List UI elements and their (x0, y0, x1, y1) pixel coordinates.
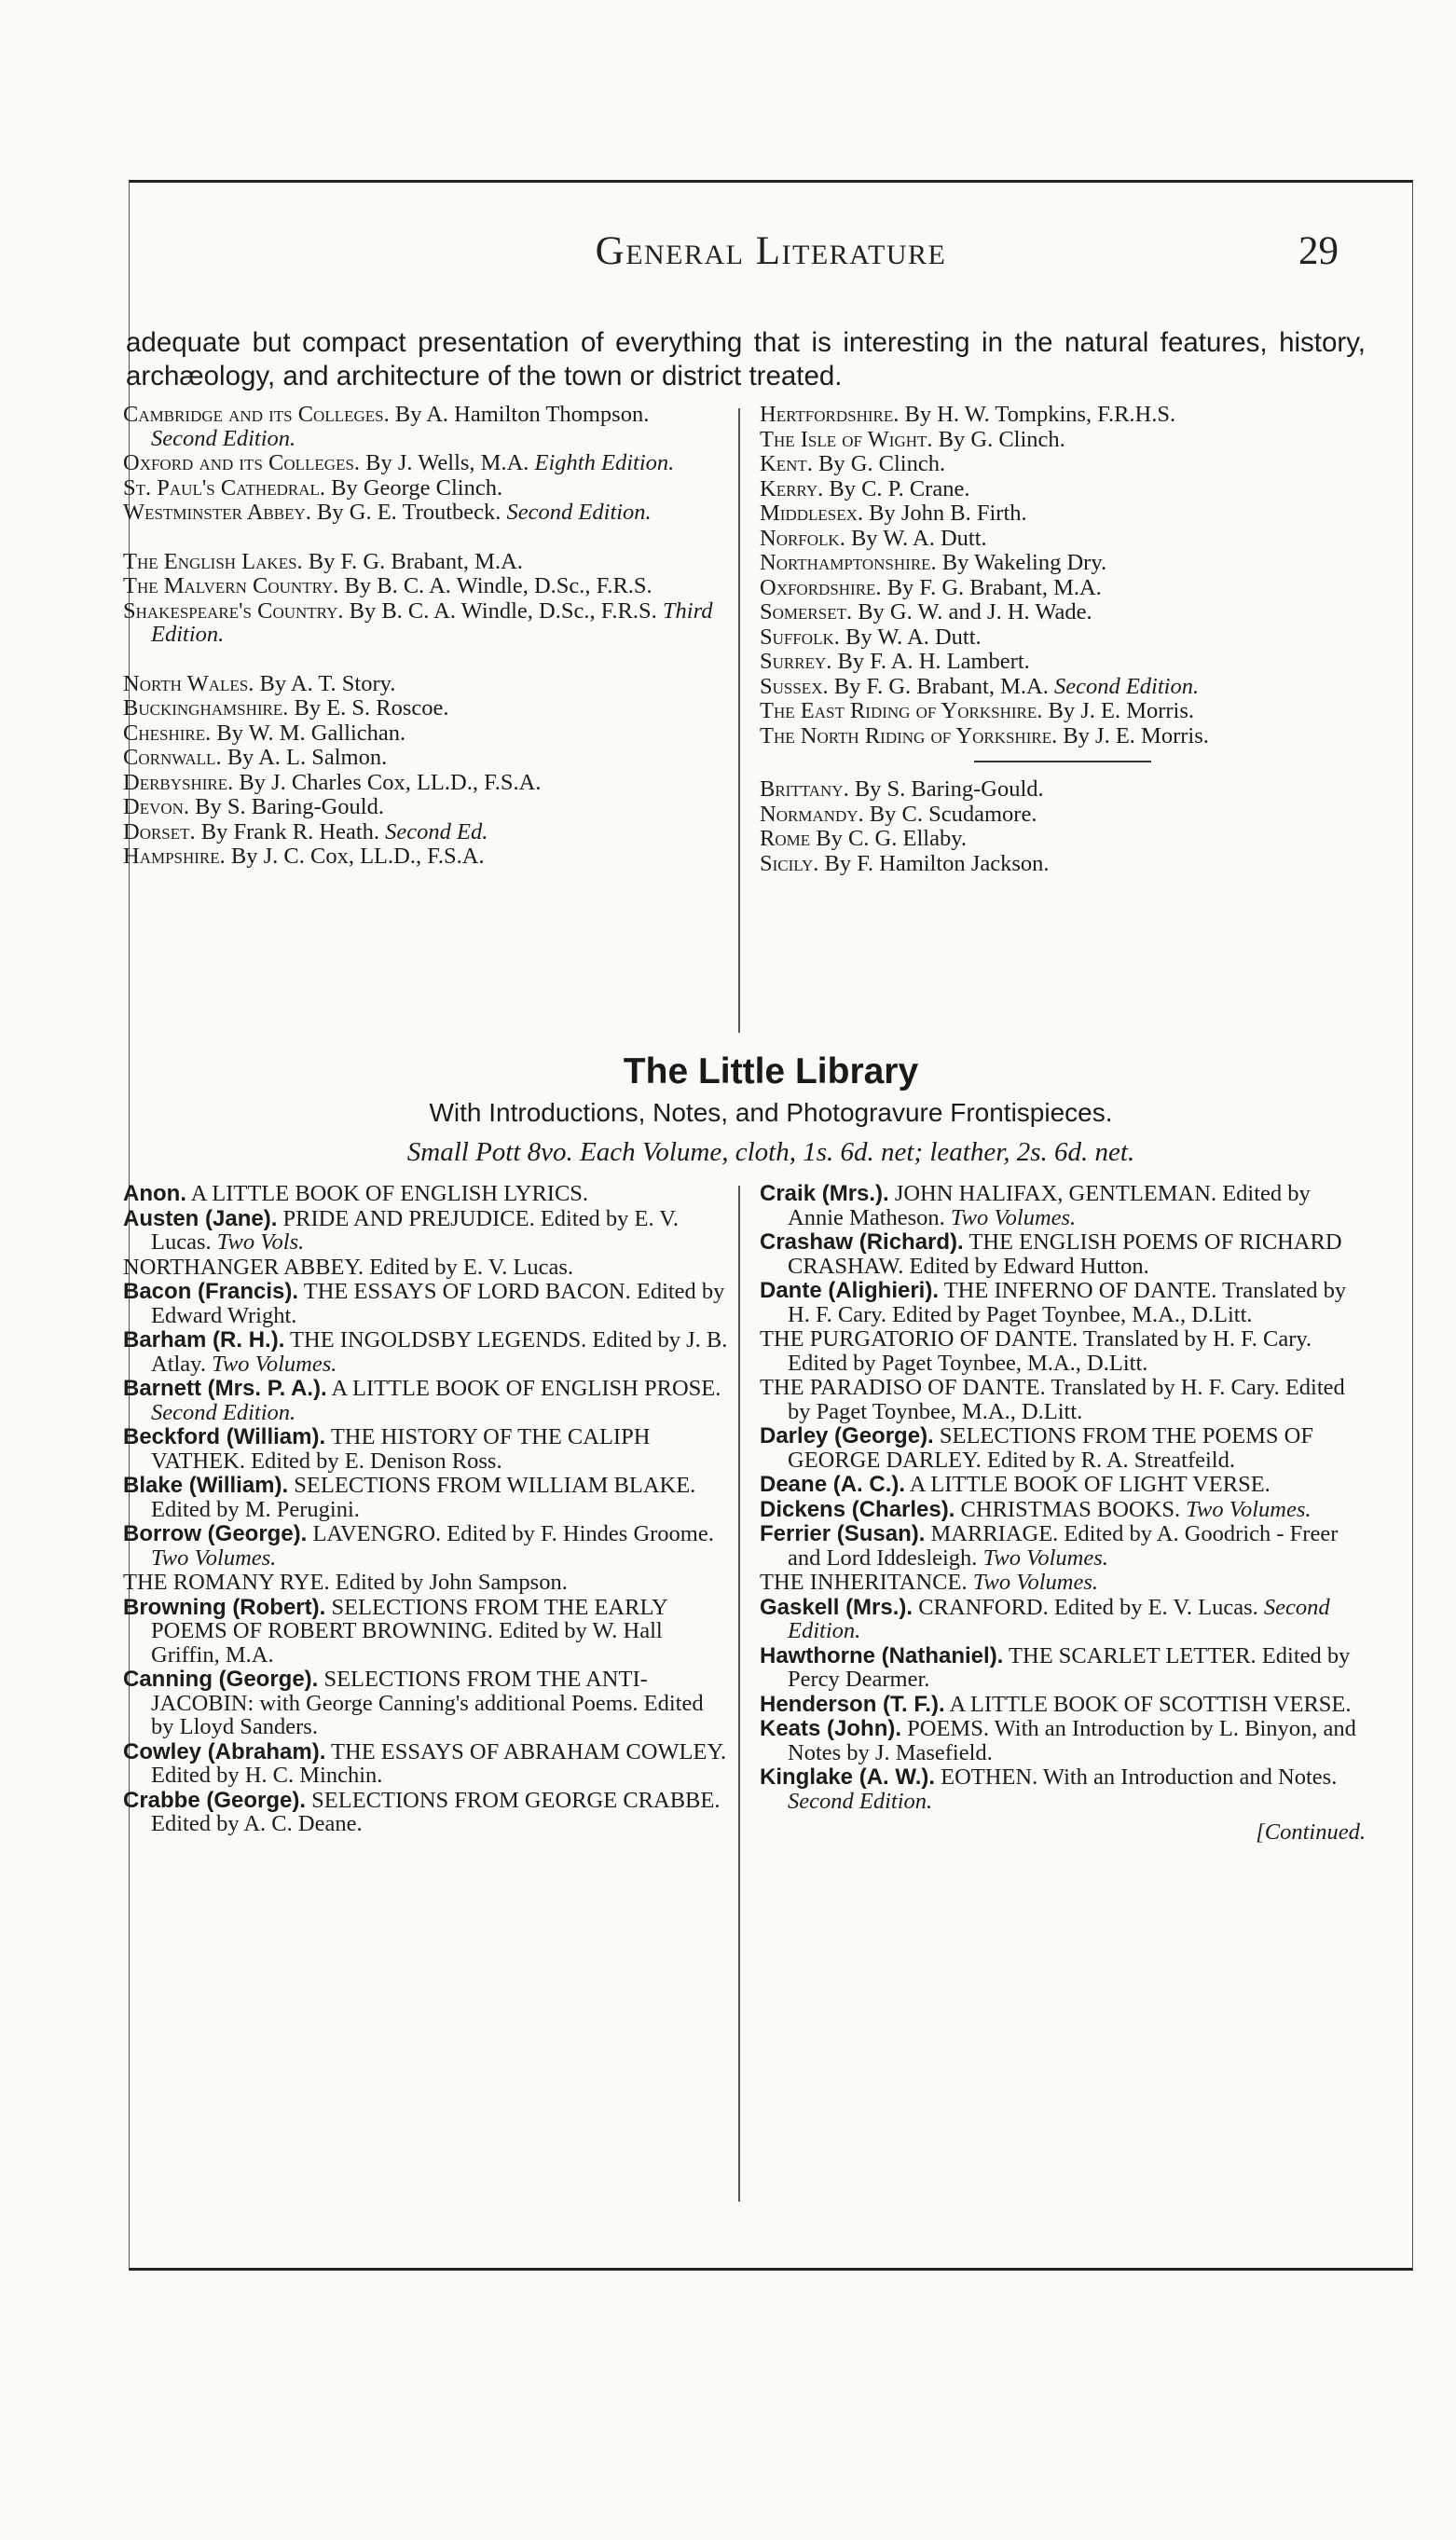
entry-text: By F. G. Brabant, M.A. (881, 574, 1102, 600)
entry-title: Shakespeare's Country. (123, 597, 344, 624)
section-subtitle: With Introductions, Notes, and Photogravure Frontispieces. (429, 1098, 1113, 1127)
entry-text: SELECTIONS FROM WILLIAM BLAKE. Edited by M. Perugini. (151, 1473, 696, 1522)
entry-text: SELECTIONS FROM GEORGE CRABBE. Edited by A. C. Deane. (151, 1787, 721, 1836)
entry-author: Ferrier (Susan). (760, 1521, 926, 1546)
entry-title: Hampshire. (123, 844, 226, 869)
entry-edition: Second Ed. (385, 818, 488, 844)
entry-text: A LITTLE BOOK OF ENGLISH PROSE. (326, 1376, 721, 1401)
list-item (760, 625, 1366, 650)
entry-edition: Second Edition. (788, 1594, 1330, 1643)
entry-text: THE SCARLET LETTER. Edited by Percy Dearmer. (788, 1642, 1351, 1692)
entry-text: By S. Baring-Gould. (848, 776, 1044, 802)
entry-text: By F. G. Brabant, M.A. (302, 548, 523, 574)
list-item (123, 550, 720, 574)
list-item (123, 1256, 729, 1280)
entry-title: Somerset. (760, 599, 853, 625)
list-item (123, 1740, 729, 1788)
entry-author: Kinglake (A. W.). (760, 1764, 936, 1790)
entry-edition: Two Volumes. (972, 1570, 1099, 1595)
page-number: 29 (1298, 229, 1339, 273)
entry-edition: Second Edition. (506, 500, 652, 525)
entry-author: Anon. (123, 1181, 186, 1206)
entry-title: Westminster Abbey. (123, 500, 311, 525)
entry-title: Brittany. (760, 776, 849, 802)
entry-edition: Second Edition. (1053, 673, 1200, 699)
entry-author: Deane (A. C.). (760, 1472, 906, 1497)
entry-edition: Eighth Edition. (534, 450, 675, 475)
entry-text: THE INHERITANCE. (760, 1570, 973, 1595)
list-item (123, 1668, 729, 1739)
list-item (123, 844, 720, 869)
entry-text: THE INFERNO OF DANTE. Translated by H. F. Cary. Edited by Paget Toynbee, M.A., D.Litt. (788, 1278, 1347, 1327)
list-item (123, 1474, 729, 1521)
list-item (123, 574, 720, 598)
list-rule (974, 761, 1151, 762)
list-item (760, 803, 1366, 827)
entry-edition: Two Vols. (216, 1229, 305, 1255)
entry-author: Darley (George). (760, 1423, 934, 1448)
entry-author: Austen (Jane). (123, 1205, 278, 1231)
list-item (123, 1182, 729, 1206)
entry-author: Beckford (William). (123, 1424, 326, 1449)
entry-text: By J. Charles Cox, LL.D., F.S.A. (233, 769, 542, 795)
entry-title: The East Riding of Yorkshire. (760, 698, 1043, 723)
entry-text: THE ENGLISH POEMS OF RICHARD CRASHAW. Edited by Edward Hutton. (788, 1229, 1342, 1279)
entry-title: Kerry. (760, 475, 824, 501)
entry-title: North Wales. (123, 670, 254, 696)
list-item (760, 1765, 1366, 1813)
entry-text: By G. E. Troutbeck. (310, 500, 507, 525)
entry-author: Browning (Robert). (123, 1594, 326, 1620)
list-item (123, 599, 720, 647)
list-item (123, 795, 720, 819)
entry-title: Normandy. (760, 801, 864, 827)
entry-author: Hawthorne (Nathaniel). (760, 1642, 1004, 1668)
list-item (760, 1522, 1366, 1570)
list-item (760, 827, 1366, 851)
entry-text: THE ESSAYS OF ABRAHAM COWLEY. Edited by H. C. Minchin. (151, 1738, 727, 1788)
page-header (129, 228, 1413, 284)
entry-text: By F. A. H. Lambert. (831, 649, 1030, 674)
entry-title: Northamptonshire. (760, 550, 937, 575)
continued-note: [Continued. (1256, 1819, 1366, 1845)
list-item (760, 852, 1366, 876)
entry-edition: Two Volumes. (212, 1351, 337, 1377)
entry-text: By G. Clinch. (812, 451, 946, 476)
entry-text: By J. C. Cox, LL.D., F.S.A. (225, 844, 485, 869)
entry-text: By A. T. Story. (254, 670, 396, 696)
entry-text: THE PARADISO OF DANTE. Translated by H. F. Cary. Edited by Paget Toynbee, M.A., D.Litt. (760, 1375, 1345, 1424)
entry-author: Blake (William). (123, 1473, 289, 1498)
entry-text: SELECTIONS FROM THE ANTI-JACOBIN: with George Canning's additional Poems. Edited by Lloyd Sanders. (151, 1667, 704, 1739)
entry-text: THE ROMANY RYE. Edited by John Sampson. (123, 1570, 568, 1595)
entry-text: By C. P. Crane. (823, 475, 970, 501)
list-item (123, 1571, 729, 1595)
entry-text: A LITTLE BOOK OF LIGHT VERSE. (905, 1472, 1271, 1497)
entry-text: JOHN HALIFAX, GENTLEMAN. Edited by Annie Matheson. (788, 1181, 1311, 1230)
entry-edition: Second Edition. (151, 1399, 296, 1425)
column-divider-bottom (738, 1186, 740, 2202)
entry-title: St. Paul's Cathedral. (123, 474, 325, 501)
entry-author: Gaskell (Mrs.). (760, 1594, 913, 1620)
entry-title: Hertfordshire. (760, 402, 900, 427)
entry-text: POEMS. With an Introduction by L. Binyon, and Notes by J. Masefield. (788, 1716, 1356, 1765)
list-item (123, 1596, 729, 1668)
list-item (123, 1207, 729, 1255)
entry-edition: Second Edition. (788, 1788, 933, 1814)
section-price: Small Pott 8vo. Each Volume, cloth, 1s. 6d. net; leather, 2s. 6d. net. (406, 1137, 1135, 1167)
entry-title: Kent. (760, 451, 813, 476)
entry-title: Norfolk. (760, 525, 845, 551)
entry-author: Borrow (George). (123, 1521, 308, 1546)
entry-text: LAVENGRO. Edited by F. Hindes Groome. (307, 1521, 714, 1546)
list-item (760, 1717, 1366, 1764)
entry-title: The Isle of Wight. (760, 426, 933, 452)
entry-title: Derbyshire. (123, 769, 234, 795)
entry-text: NORTHANGER ABBEY. Edited by E. V. Lucas. (123, 1254, 574, 1280)
list-item (760, 576, 1366, 600)
entry-author: Barham (R. H.). (123, 1327, 285, 1352)
entry-title: The English Lakes. (123, 548, 303, 574)
entry-text: By W. A. Dutt. (845, 525, 987, 551)
list-item (123, 403, 720, 450)
entry-title: Oxford and its Colleges. (123, 450, 361, 475)
entry-text: By G. Clinch. (932, 426, 1065, 452)
entry-author: Crabbe (George). (123, 1787, 307, 1813)
list-item (123, 1328, 729, 1376)
entry-title: Middlesex. (760, 501, 864, 526)
list-gap (123, 526, 720, 550)
entry-text: By B. C. A. Windle, D.Sc., F.R.S. (343, 597, 663, 624)
list-item (760, 699, 1366, 723)
list-item (123, 476, 720, 501)
list-item (760, 1327, 1366, 1375)
list-item (760, 527, 1366, 551)
list-item (123, 820, 720, 844)
entry-title: Sicily. (760, 850, 819, 876)
entry-text: By Wakeling Dry. (936, 550, 1107, 575)
entry-author: Bacon (Francis). (123, 1279, 299, 1304)
entry-text: By C. Scudamore. (863, 801, 1037, 827)
entry-text: By W. M. Gallichan. (211, 720, 406, 746)
list-item (760, 1230, 1366, 1278)
entry-edition: Two Volumes. (1186, 1496, 1312, 1522)
entry-author: Barnett (Mrs. P. A.). (123, 1376, 327, 1401)
list-item (123, 1377, 729, 1424)
list-item (760, 1498, 1366, 1522)
entry-text: By F. Hamilton Jackson. (818, 850, 1050, 876)
list-item (760, 650, 1366, 674)
library-list-left (123, 1182, 729, 1837)
list-item (123, 746, 720, 770)
entry-text: THE HISTORY OF THE CALIPH VATHEK. Edited by E. Denison Ross. (151, 1424, 651, 1474)
entry-text: By G. W. and J. H. Wade. (852, 599, 1092, 625)
list-item (760, 1424, 1366, 1472)
list-item (123, 1522, 729, 1570)
entry-author: Henderson (T. F.). (760, 1691, 945, 1717)
entry-title: Cheshire. (123, 720, 212, 746)
list-item (760, 1644, 1366, 1692)
entry-text: A LITTLE BOOK OF SCOTTISH VERSE. (944, 1691, 1352, 1717)
list-item (760, 1182, 1366, 1229)
entry-text: By S. Baring-Gould. (189, 794, 384, 819)
list-item (760, 1596, 1366, 1643)
entry-title: Cambridge and its Colleges. (123, 402, 390, 427)
entry-title: Cornwall. (123, 745, 222, 770)
list-item (760, 1571, 1366, 1595)
entry-author: Craik (Mrs.). (760, 1181, 889, 1206)
entry-title: The Malvern Country. (123, 573, 339, 598)
entry-text: PRIDE AND PREJUDICE. Edited by E. V. Lucas. (151, 1205, 679, 1255)
list-item (760, 428, 1366, 452)
entry-edition: Two Volumes. (982, 1545, 1108, 1571)
entry-author: Cowley (Abraham). (123, 1738, 326, 1764)
entry-text: EOTHEN. With an Introduction and Notes. (935, 1764, 1338, 1790)
list-item (760, 675, 1366, 699)
list-item (760, 1376, 1366, 1423)
list-item (760, 1473, 1366, 1497)
entry-text: By J. E. Morris. (1057, 722, 1209, 748)
entry-text: By W. A. Dutt. (839, 624, 982, 650)
entry-edition: Two Volumes. (151, 1545, 277, 1571)
entry-text: By John B. Firth. (863, 501, 1027, 526)
entry-author: Keats (John). (760, 1716, 902, 1741)
entry-author: Crashaw (Richard). (760, 1229, 964, 1255)
entry-edition: Two Volumes. (950, 1204, 1077, 1230)
list-item (123, 1425, 729, 1473)
entry-text: By A. Hamilton Thompson. (389, 402, 650, 427)
entry-text: MARRIAGE. Edited by A. Goodrich - Freer and Lord Iddesleigh. (788, 1521, 1339, 1571)
list-item (123, 501, 720, 525)
entry-text: By B. C. A. Windle, D.Sc., F.R.S. (338, 573, 652, 598)
entry-author: Canning (George). (123, 1667, 319, 1692)
list-item (760, 724, 1366, 748)
list-item (760, 600, 1366, 625)
list-item (123, 1789, 729, 1836)
running-title: General Literature (595, 229, 947, 273)
intro-paragraph: adequate but compact presentation of everything that is interesting in the natural features, history, archæology, and architecture of the town or district treated. (126, 327, 1366, 391)
entry-text: THE PURGATORIO OF DANTE. Translated by H. F. Cary. Edited by Paget Toynbee, M.A., D.Litt. (760, 1326, 1312, 1376)
list-item (760, 1693, 1366, 1717)
list-item (123, 1280, 729, 1327)
entry-text: A LITTLE BOOK OF ENGLISH LYRICS. (185, 1181, 589, 1206)
entry-text: By H. W. Tompkins, F.R.H.S. (899, 402, 1176, 427)
entry-text: CHRISTMAS BOOKS. (955, 1496, 1187, 1522)
entry-title: Oxfordshire. (760, 574, 882, 600)
list-item (760, 551, 1366, 575)
entry-author: Dickens (Charles). (760, 1496, 955, 1522)
entry-text: THE INGOLDSBY LEGENDS. Edited by J. B. Atlay. (151, 1327, 728, 1377)
list-item (123, 672, 720, 696)
entry-text: By F. G. Brabant, M.A. (828, 673, 1054, 699)
entry-title: Buckinghamshire. (123, 695, 289, 721)
entry-text: THE ESSAYS OF LORD BACON. Edited by Edward Wright. (151, 1279, 725, 1328)
column-divider-top (738, 408, 740, 1033)
list-item (123, 771, 720, 795)
entry-text: By C. G. Ellaby. (810, 826, 967, 851)
list-item (123, 451, 720, 475)
list-item (760, 501, 1366, 526)
entry-text: By E. S. Roscoe. (288, 695, 449, 721)
county-list-left (123, 403, 720, 870)
entry-text: By A. L. Salmon. (221, 745, 388, 770)
list-item (123, 721, 720, 746)
entry-text: SELECTIONS FROM THE EARLY POEMS OF ROBERT BROWNING. Edited by W. Hall Griffin, M.A. (151, 1594, 667, 1668)
entry-edition: Second Edition. (151, 425, 296, 451)
list-item (760, 477, 1366, 501)
entry-title: Rome (760, 826, 811, 851)
entry-text: CRANFORD. Edited by E. V. Lucas. (913, 1594, 1264, 1620)
entry-title: Surrey. (760, 649, 832, 674)
section-title: The Little Library (623, 1051, 919, 1092)
entry-title: Suffolk. (760, 624, 840, 650)
entry-edition: Third Edition. (151, 597, 713, 647)
library-list-right (760, 1182, 1366, 1845)
entry-text: By J. Wells, M.A. (360, 450, 535, 475)
entry-title: The North Riding of Yorkshire. (760, 722, 1058, 748)
entry-text: By George Clinch. (325, 474, 503, 501)
entry-text: SELECTIONS FROM THE POEMS OF GEORGE DARLEY. Edited by R. A. Streatfeild. (788, 1423, 1313, 1473)
entry-text: By J. E. Morris. (1042, 698, 1195, 723)
list-gap (123, 648, 720, 672)
list-item (760, 1279, 1366, 1326)
county-list-right (760, 403, 1366, 876)
list-item (123, 696, 720, 721)
entry-title: Dorset. (123, 818, 196, 844)
entry-author: Dante (Alighieri). (760, 1278, 940, 1303)
list-item (760, 403, 1366, 427)
entry-text: By Frank R. Heath. (195, 818, 386, 844)
entry-title: Sussex. (760, 673, 829, 699)
entry-title: Devon. (123, 794, 190, 819)
list-item (760, 452, 1366, 476)
list-item (760, 777, 1366, 802)
